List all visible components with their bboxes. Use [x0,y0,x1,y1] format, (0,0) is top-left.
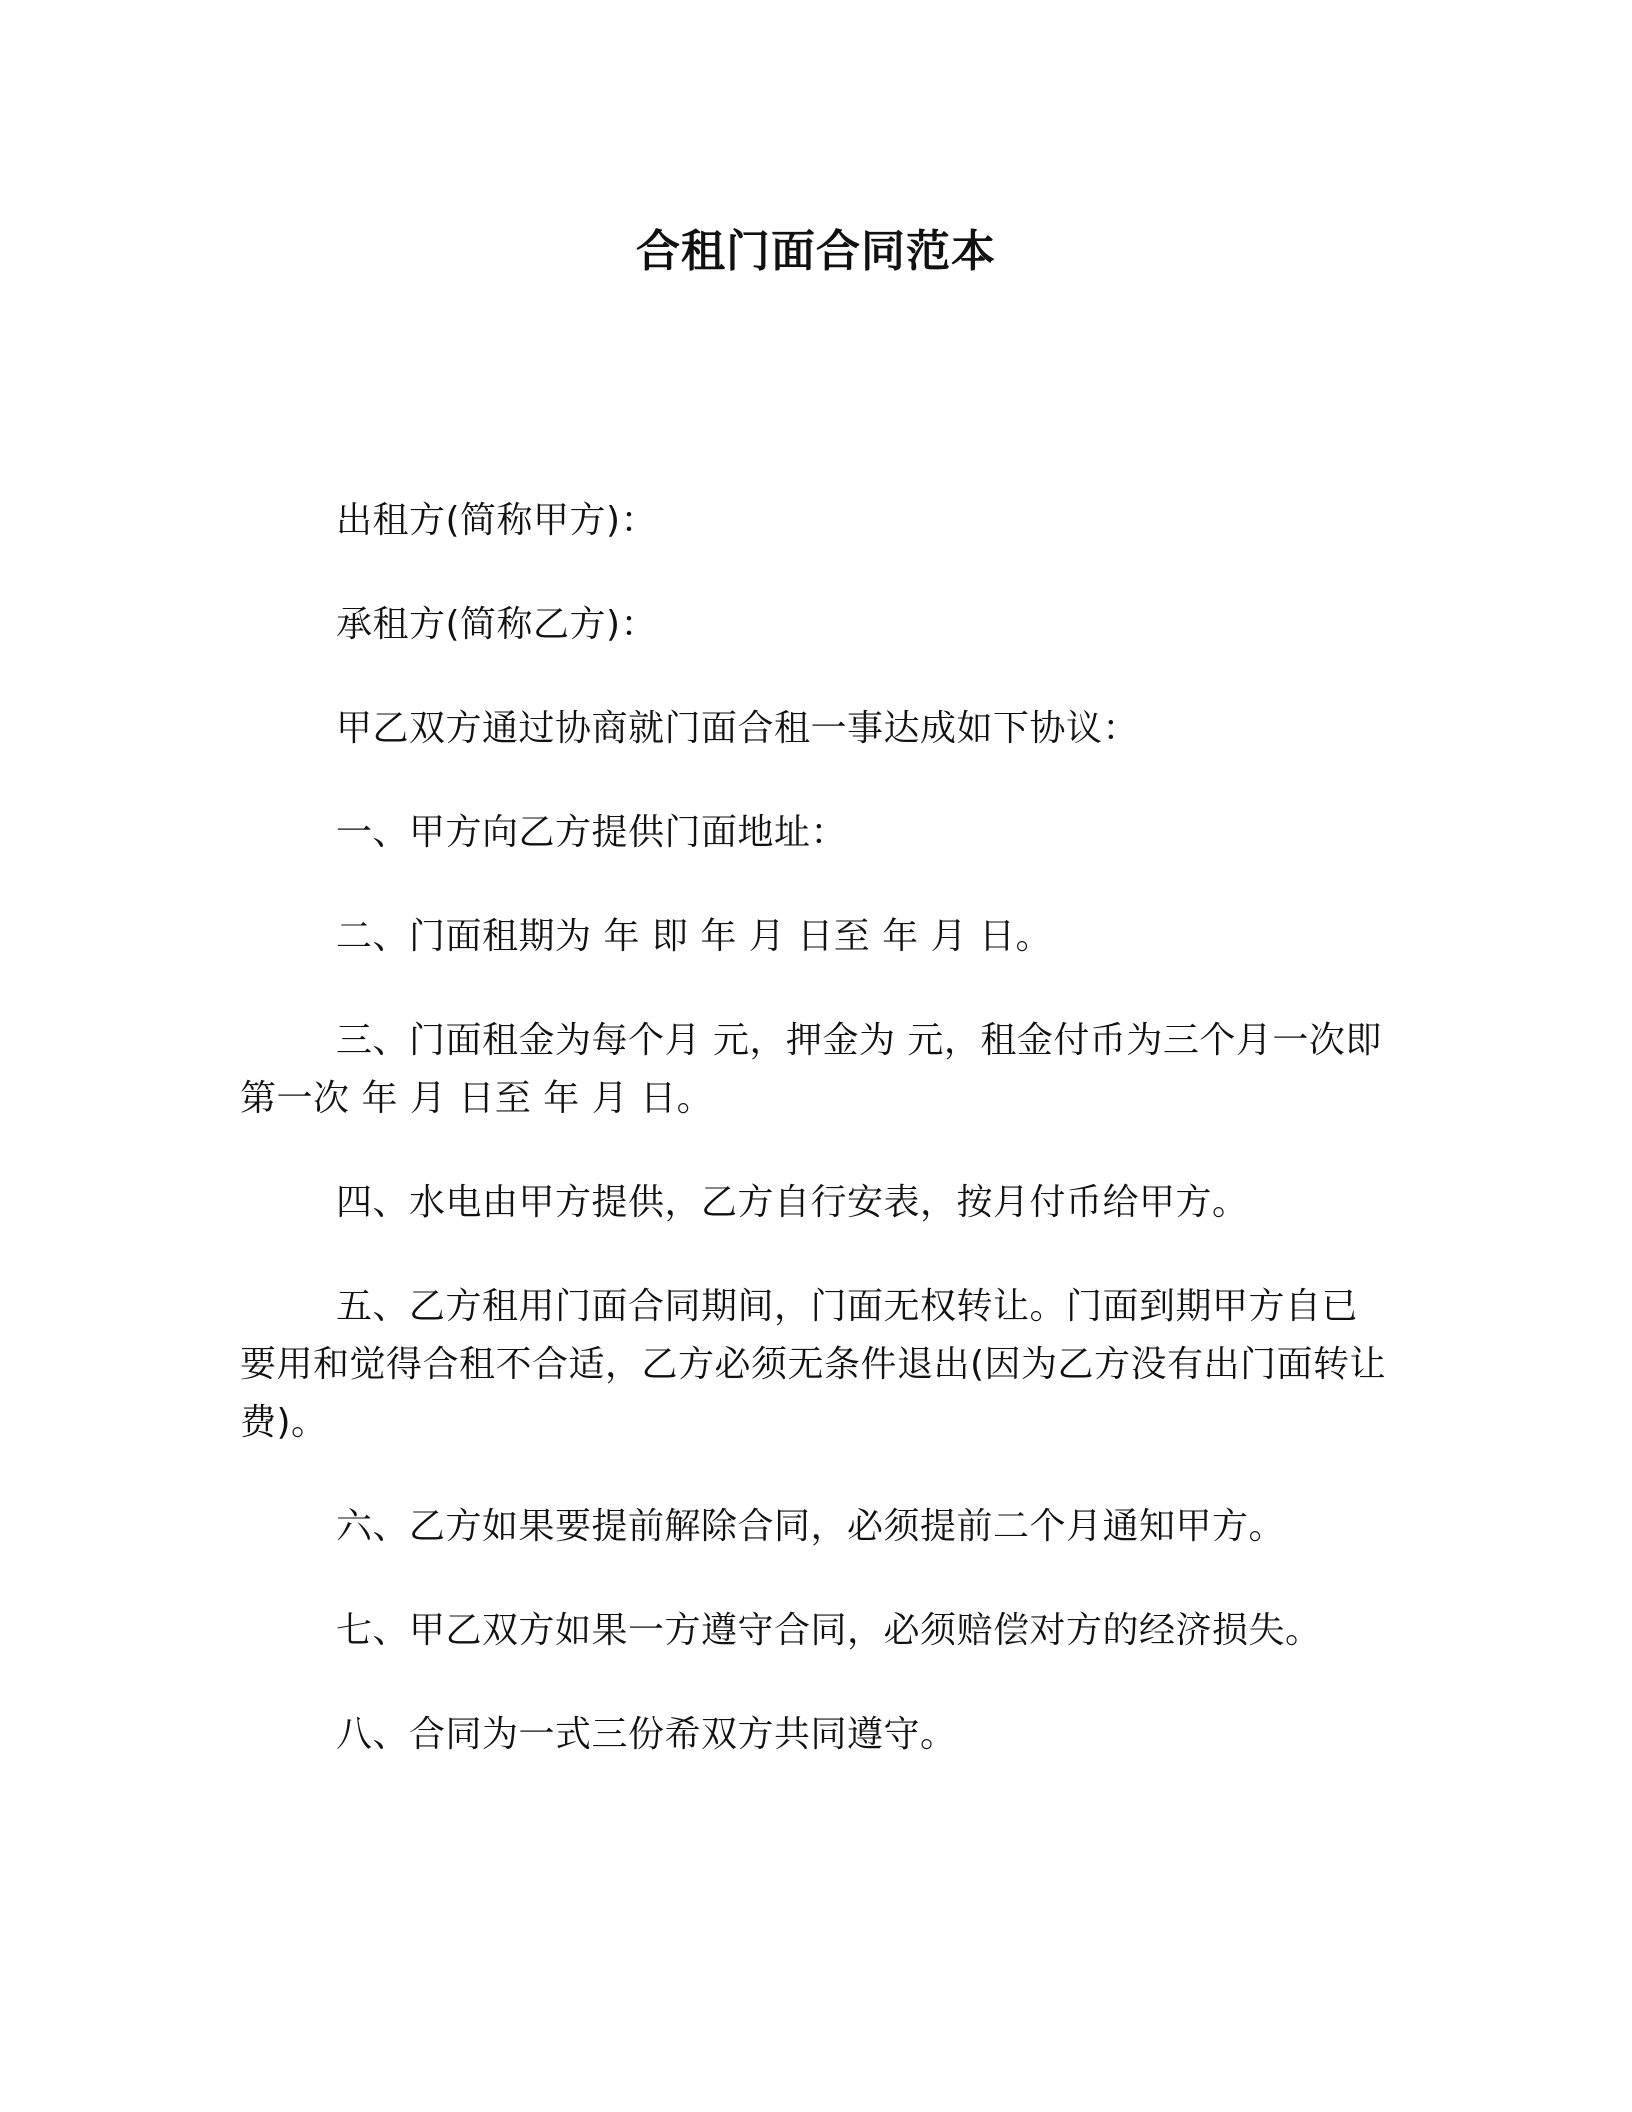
paragraph-clause-7: 七、甲乙双方如果一方遵守合同，必须赔偿对方的经济损失。 [336,1610,1322,1651]
paragraph-clause-8: 八、合同为一式三份希双方共同遵守。 [336,1714,957,1755]
paragraph-clause-4: 四、水电由甲方提供，乙方自行安表，按月付币给甲方。 [336,1182,1249,1223]
paragraph-clause-2: 二、门面租期为 年 即 年 月 日至 年 月 日。 [336,916,1053,957]
paragraph-lessor: 出租方(简称甲方)： [336,500,658,541]
paragraph-clause-5: 五、乙方租用门面合同期间，门面无权转让。门面到期甲方自已要用和觉得合租不合适，乙方必须无条件退出(因为乙方没有出门面转让费)。 [240,1286,1387,1443]
paragraph-lessee: 承租方(简称乙方)： [336,604,658,645]
paragraph-clause-1: 一、甲方向乙方提供门面地址： [336,812,848,853]
paragraph-intro: 甲乙双方通过协商就门面合租一事达成如下协议： [336,708,1140,749]
document-title: 合租门面合同范本 [636,226,996,277]
paragraph-clause-3: 三、门面租金为每个月 元，押金为 元，租金付币为三个月一次即第一次 年 月 日至 年 月 日。 [240,1020,1382,1119]
document-body [240,492,1392,1810]
paragraph-clause-6: 六、乙方如果要提前解除合同，必须提前二个月通知甲方。 [336,1506,1286,1547]
